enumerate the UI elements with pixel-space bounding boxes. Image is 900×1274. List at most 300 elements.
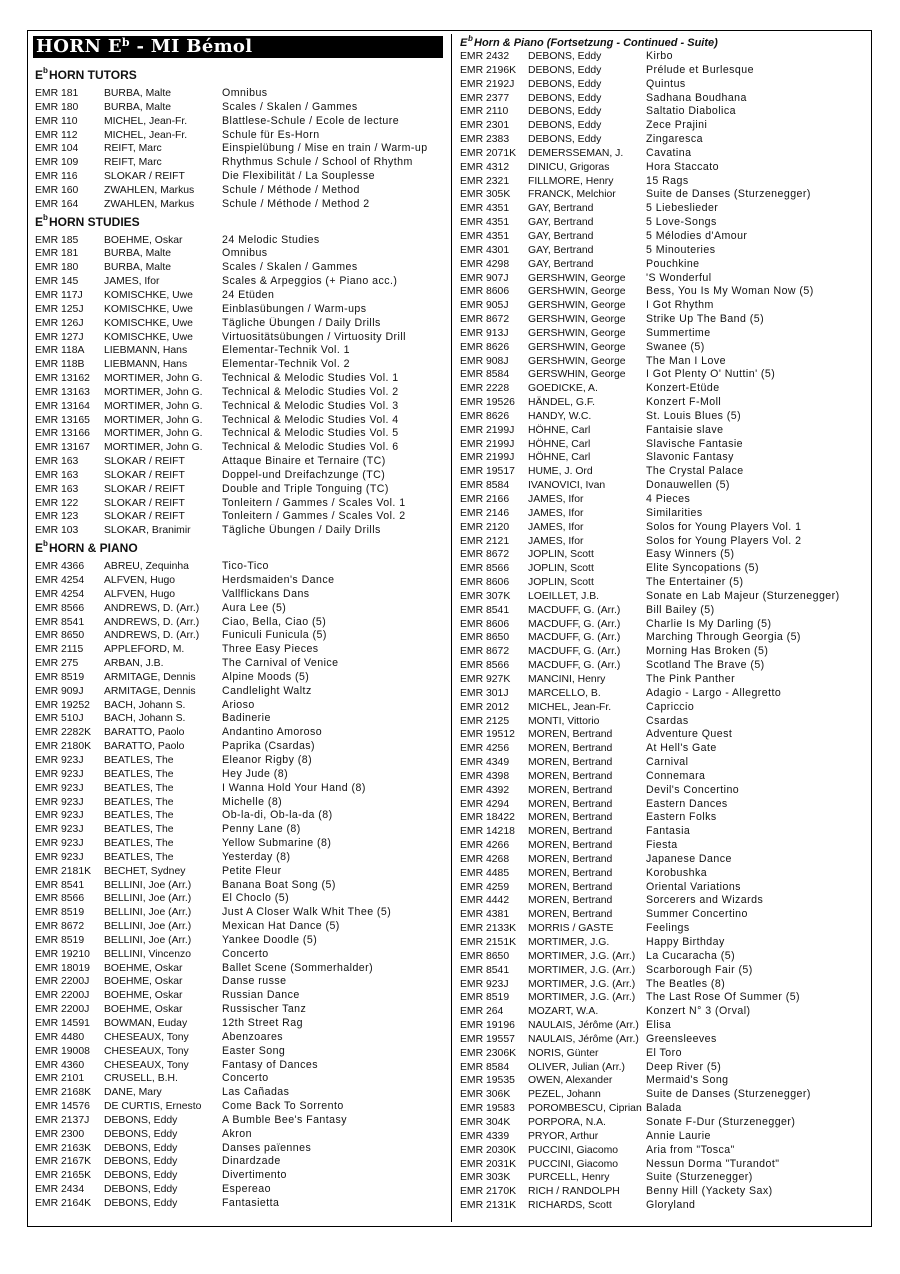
catalog-entry [460,798,870,812]
entry-title: Aura Lee (5) [222,601,287,614]
catalog-entry [460,438,870,452]
entry-code: EMR 8672 [460,314,510,326]
entry-code: EMR 2199J [460,438,515,450]
entry-code: EMR 2200J [35,1004,90,1016]
entry-code: EMR 4351 [460,203,510,215]
entry-code: EMR 8566 [460,563,510,575]
banner-rest: - MI Bémol [129,36,253,57]
entry-title: 24 Etüden [222,288,275,301]
entry-composer: GAY, Bertrand [528,230,594,242]
catalog-entry [460,701,870,715]
catalog-entry [460,64,870,78]
entry-title: 12th Street Rag [222,1017,303,1029]
catalog-banner [33,36,443,58]
entry-code: EMR 18019 [35,962,90,974]
entry-code: EMR 8626 [460,410,510,422]
catalog-entry [35,1114,445,1128]
entry-title: Eleanor Rigby (8) [222,753,313,766]
entry-composer: CHESEAUX, Tony [104,1059,189,1071]
entry-title: Feelings [646,922,690,935]
entry-composer: NORIS, Günter [528,1047,599,1059]
entry-code: EMR 8519 [35,934,85,946]
entry-composer: BEATLES, The [104,810,174,822]
entry-composer: DEBONS, Eddy [104,1114,178,1126]
entry-composer: DANE, Mary [104,1087,162,1099]
entry-code: EMR 8584 [460,1061,510,1073]
catalog-entry [460,1005,870,1019]
entry-title: The Beatles (8) [646,977,726,990]
entry-title: Three Easy Pieces [222,643,319,656]
e-flat-icon: E b [35,539,48,556]
entry-title: Konzert N° 3 (Orval) [646,1005,751,1018]
catalog-entry [460,50,870,64]
entry-code: EMR 8650 [460,632,510,644]
entry-code: EMR 180 [35,262,79,274]
catalog-entry [35,344,445,358]
catalog-entry [460,881,870,895]
entry-composer: DEBONS, Eddy [528,92,602,104]
catalog-entry [35,616,445,630]
catalog-entry [460,521,870,535]
entry-title: Badinerie [222,712,271,725]
entry-title: Sonate en Lab Majeur (Sturzenegger) [646,589,840,602]
entry-composer: GAY, Bertrand [528,244,594,256]
entry-composer: ANDREWS, D. (Arr.) [104,630,200,642]
entry-title: Michelle (8) [222,795,283,808]
entry-code: EMR 2031K [460,1158,517,1170]
catalog-entry [460,784,870,798]
catalog-entry [35,740,445,754]
entry-title: Slavische Fantasie [646,437,744,450]
entry-code: EMR 13163 [35,386,90,398]
entry-code: EMR 8519 [460,992,510,1004]
entry-code: EMR 2146 [460,507,510,519]
entry-code: EMR 118A [35,345,85,357]
entry-composer: MOREN, Bertrand [528,895,613,907]
catalog-entry [35,1128,445,1142]
entry-composer: PURCELL, Henry [528,1172,610,1184]
entry-title: Russian Dance [222,989,300,1002]
entry-composer: ANDREWS, D. (Arr.) [104,616,200,628]
section-heading-tutors: E b HORN TUTORS [35,66,137,82]
entry-title: The Last Rose Of Summer (5) [646,991,801,1004]
entry-title: Scarborough Fair (5) [646,963,753,976]
entry-code: EMR 905J [460,300,509,312]
entry-code: EMR 8626 [460,341,510,353]
entry-title: Charlie Is My Darling (5) [646,617,772,630]
entry-code: EMR 4351 [460,230,510,242]
catalog-entry [460,285,870,299]
entry-title: Scales / Skalen / Gammes [222,261,358,274]
entry-composer: MOREN, Bertrand [528,757,613,769]
entry-code: EMR 19526 [460,397,515,409]
catalog-entry [35,483,445,497]
entry-title: Petite Fleur [222,864,282,877]
entry-code: EMR 927K [460,673,511,685]
entry-composer: MOREN, Bertrand [528,743,613,755]
entry-composer: GERSHWIN, George [528,314,626,326]
entry-title: Las Cañadas [222,1086,290,1099]
entry-composer: MOREN, Bertrand [528,867,613,879]
entry-code: EMR 4294 [460,798,510,810]
catalog-entry [35,198,445,212]
entry-code: EMR 2200J [35,976,90,988]
entry-code: EMR 2125 [460,715,510,727]
entry-title: Fantasia [646,825,691,838]
entry-title: Tonleitern / Gammes / Scales Vol. 2 [222,510,406,523]
entry-code: EMR 2110 [460,106,509,118]
entry-code: EMR 4256 [460,743,510,755]
entry-title: 24 Melodic Studies [222,233,320,246]
entry-composer: HÖHNE, Carl [528,424,591,436]
entry-composer: KOMISCHKE, Uwe [104,303,193,315]
entry-code: EMR 19512 [460,729,515,741]
catalog-entry [460,825,870,839]
entry-composer: MICHEL, Jean-Fr. [104,129,188,141]
entry-code: EMR 264 [460,1006,504,1018]
entry-title: Mexican Hat Dance (5) [222,920,340,933]
entry-composer: JOPLIN, Scott [528,577,594,589]
catalog-entry [460,853,870,867]
entry-title: Double and Triple Tonguing (TC) [222,482,389,495]
catalog-entry [460,188,870,202]
entry-code: EMR 2137J [35,1114,90,1126]
entry-code: EMR 8606 [460,577,510,589]
entry-title: Technical & Melodic Studies Vol. 1 [222,372,399,385]
entry-code: EMR 923J [35,824,84,836]
entry-composer: BELLINI, Joe (Arr.) [104,893,192,905]
entry-title: 5 Minouteries [646,243,716,256]
entry-composer: MORTIMER, John G. [104,400,203,412]
entry-composer: MOREN, Bertrand [528,881,613,893]
entry-code: EMR 2200J [35,990,90,1002]
entry-code: EMR 4254 [35,588,85,600]
catalog-entry [35,657,445,671]
entry-composer: BURBA, Malte [104,88,171,99]
catalog-entry [35,184,445,198]
entry-code: EMR 109 [35,157,79,169]
entry-title: Carnival [646,756,689,769]
entry-title: Prélude et Burlesque [646,63,754,76]
entry-title: Eastern Dances [646,797,728,810]
entry-title: Akron [222,1127,252,1140]
entry-composer: JOPLIN, Scott [528,549,594,561]
entry-code: EMR 913J [460,327,509,339]
entry-title: Oriental Variations [646,880,741,893]
entry-code: EMR 13165 [35,414,90,426]
entry-title: 5 Mélodies d'Amour [646,229,748,242]
catalog-entry [460,590,870,604]
entry-composer: IVANOVICI, Ivan [528,480,606,492]
catalog-entry [35,524,445,538]
entry-code: EMR 2133K [460,923,517,935]
entry-code: EMR 185 [35,234,79,246]
catalog-entry [35,1183,445,1197]
entry-title: Yesterday (8) [222,850,291,863]
catalog-entry [35,1003,445,1017]
entry-code: EMR 164 [35,198,79,210]
entry-composer: DEBONS, Eddy [528,51,602,62]
entry-title: Omnibus [222,87,268,99]
entry-code: EMR 923J [35,851,84,863]
catalog-entry [35,865,445,879]
catalog-entry [460,78,870,92]
catalog-entry [35,317,445,331]
entry-composer: SLOKAR / REIFT [104,456,185,468]
catalog-entry [460,978,870,992]
entry-composer: BEATLES, The [104,768,174,780]
catalog-entry [460,133,870,147]
entry-code: EMR 305K [460,189,511,201]
entry-title: Cavatina [646,146,692,159]
entry-code: EMR 4298 [460,258,510,270]
entry-composer: MACDUFF, G. (Arr.) [528,646,621,658]
entry-title: Banana Boat Song (5) [222,878,336,891]
entry-title: Technical & Melodic Studies Vol. 5 [222,427,399,440]
entry-code: EMR 8566 [35,602,85,614]
entry-composer: BELLINI, Joe (Arr.) [104,921,192,933]
catalog-entry [460,1116,870,1130]
entry-title: Deep River (5) [646,1060,722,1073]
entry-code: EMR 19583 [460,1103,515,1115]
catalog-entry [35,1197,445,1211]
entry-composer: BELLINI, Vincenzo [104,948,192,960]
entry-code: EMR 510J [35,713,84,725]
catalog-entry [35,671,445,685]
catalog-entry [35,1100,445,1114]
catalog-entry [35,101,445,115]
catalog-entry [460,839,870,853]
entry-composer: CHESEAUX, Tony [104,1045,189,1057]
entry-title: Nessun Dorma "Turandot" [646,1157,780,1170]
catalog-entry [35,699,445,713]
entry-composer: GERSHWIN, George [528,286,626,298]
entry-composer: RICHARDS, Scott [528,1200,612,1212]
entry-code: EMR 2170K [460,1186,517,1198]
banner-main: HORN E [36,36,122,57]
entry-code: EMR 2300 [35,1128,85,1140]
entry-title: El Choclo (5) [222,892,290,905]
entry-code: EMR 923J [35,782,84,794]
entry-title: Similarities [646,506,703,519]
catalog-entry [35,372,445,386]
entry-code: EMR 923J [460,978,509,990]
catalog-entry [35,851,445,865]
catalog-entry [35,331,445,345]
entry-title: Elite Syncopations (5) [646,562,759,575]
entry-composer: OWEN, Alexander [528,1075,613,1087]
catalog-entry [460,659,870,673]
catalog-entry [35,275,445,289]
entry-title: Abenzoares [222,1030,284,1043]
catalog-entry [460,715,870,729]
catalog-entry [35,386,445,400]
entry-title: Fantaisie slave [646,423,724,436]
entry-code: EMR 275 [35,658,79,670]
entry-code: EMR 163 [35,456,79,468]
entry-code: EMR 301J [460,687,509,699]
catalog-entry [460,1088,870,1102]
catalog-entry [35,934,445,948]
entry-title: Scales & Arpeggios (+ Piano acc.) [222,275,398,288]
entry-title: Balada [646,1102,682,1115]
entry-code: EMR 2167K [35,1156,92,1168]
entry-code: EMR 13167 [35,442,90,454]
catalog-entry [460,410,870,424]
entry-code: EMR 126J [35,317,84,329]
entry-composer: BEATLES, The [104,796,174,808]
catalog-entry [35,989,445,1003]
entry-code: EMR 2012 [460,701,510,713]
entry-composer: DEBONS, Eddy [104,1170,178,1182]
entry-code: EMR 4381 [460,909,510,921]
entry-composer: DEBONS, Eddy [528,64,602,76]
entry-composer: APPLEFORD, M. [104,644,185,656]
catalog-entry [35,948,445,962]
entry-composer: CRUSELL, B.H. [104,1073,178,1085]
section-heading-studies: E b HORN STUDIES [35,212,140,229]
e-flat-icon: E b [35,66,48,82]
entry-title: Funiculi Funicula (5) [222,629,327,642]
entry-title: Scales / Skalen / Gammes [222,100,358,113]
entry-code: EMR 4349 [460,757,510,769]
entry-title: Kirbo [646,50,673,62]
entry-composer: REIFT, Marc [104,157,162,169]
entry-composer: ZWAHLEN, Markus [104,198,195,210]
entry-composer: BEATLES, The [104,824,174,836]
entry-title: Divertimento [222,1169,287,1182]
entry-composer: BEATLES, The [104,851,174,863]
entry-code: EMR 4339 [460,1130,510,1142]
entry-code: EMR 116 [35,171,78,183]
entry-composer: BECHET, Sydney [104,865,186,877]
entry-code: EMR 8584 [460,480,510,492]
entry-code: EMR 4360 [35,1059,85,1071]
entry-composer: BACH, Johann S. [104,699,186,711]
catalog-entry [460,175,870,189]
entry-composer: GAY, Bertrand [528,203,594,215]
catalog-entry [460,1102,870,1116]
entry-composer: MOREN, Bertrand [528,784,613,796]
entry-code: EMR 923J [35,810,84,822]
entry-code: EMR 8672 [35,921,85,933]
entry-composer: FRANCK, Melchior [528,189,616,201]
entry-composer: NAULAIS, Jérôme (Arr.) [528,1020,639,1032]
catalog-entry [460,618,870,632]
entry-title: Espereao [222,1183,271,1196]
catalog-entry [460,244,870,258]
entry-title: Fantasy of Dances [222,1058,318,1071]
entry-composer: FILLMORE, Henry [528,175,614,187]
entry-composer: MORTIMER, John G. [104,373,203,385]
entry-composer: MACDUFF, G. (Arr.) [528,632,621,644]
entry-title: Paprika (Csardas) [222,740,316,753]
entry-title: Suite de Danses (Sturzenegger) [646,188,811,201]
catalog-entry [35,247,445,261]
entry-code: EMR 2181K [35,865,92,877]
entry-title: Connemara [646,769,706,782]
catalog-entry [460,313,870,327]
entry-composer: MORTIMER, John G. [104,386,203,398]
entry-title: Concerto [222,947,269,960]
entry-composer: ABREU, Zequinha [104,561,189,573]
catalog-entry [35,156,445,170]
entry-code: EMR 8584 [460,369,510,381]
catalog-entry [35,261,445,275]
entry-title: Strike Up The Band (5) [646,313,765,326]
entry-title: I Got Plenty O' Nuttin' (5) [646,368,776,381]
entry-title: Tonleitern / Gammes / Scales Vol. 1 [222,496,406,509]
entry-composer: SLOKAR / REIFT [104,483,185,495]
entry-title: I Got Rhythm [646,299,714,312]
entry-composer: PRYOR, Arthur [528,1130,599,1142]
entry-code: EMR 2115 [35,644,84,656]
entry-title: Summertime [646,326,711,339]
entry-code: EMR 8566 [460,660,510,672]
entry-title: Candlelight Waltz [222,684,312,697]
entry-title: Japanese Dance [646,852,732,865]
entry-title: Pouchkine [646,257,700,270]
banner-flat: b [121,36,130,49]
entry-title: Summer Concertino [646,908,748,921]
entry-composer: REIFT, Marc [104,143,162,155]
catalog-entry [35,962,445,976]
entry-composer: GERSHWIN, George [528,300,626,312]
entry-code: EMR 4266 [460,840,510,852]
entry-code: EMR 13164 [35,400,90,412]
catalog-entry [460,258,870,272]
catalog-entry [460,465,870,479]
entry-composer: DE CURTIS, Ernesto [104,1101,202,1113]
entry-composer: MOREN, Bertrand [528,909,613,921]
catalog-entry [35,809,445,823]
entry-composer: GERSHWIN, George [528,327,626,339]
entry-code: EMR 125J [35,303,84,315]
entry-composer: LIEBMANN, Hans [104,359,188,371]
entry-code: EMR 8672 [460,646,510,658]
catalog-entry [35,754,445,768]
entry-code: EMR 306K [460,1089,511,1101]
catalog-entry [35,1155,445,1169]
catalog-entry [460,493,870,507]
tutors-list [35,87,445,212]
entry-code: EMR 104 [35,143,79,155]
catalog-entry [460,216,870,230]
entry-composer: MOZART, W.A. [528,1006,599,1018]
entry-title: El Toro [646,1046,682,1059]
catalog-entry [460,147,870,161]
entry-code: EMR 2199J [460,424,515,436]
catalog-entry [35,427,445,441]
entry-title: Elisa [646,1019,672,1032]
entry-composer: MOREN, Bertrand [528,840,613,852]
entry-composer: HÖHNE, Carl [528,438,591,450]
entry-composer: BURBA, Malte [104,248,171,260]
entry-title: Come Back To Sorrento [222,1100,344,1113]
section-heading-piano: E b HORN & PIANO [35,539,138,556]
entry-code: EMR 14218 [460,826,515,838]
catalog-entry [460,742,870,756]
entry-code: EMR 2432 [460,51,510,62]
entry-title: Korobushka [646,866,708,879]
entry-title: Annie Laurie [646,1129,711,1142]
entry-title: Easy Winners (5) [646,548,735,561]
entry-composer: MOREN, Bertrand [528,853,613,865]
entry-title: Arioso [222,698,255,711]
entry-composer: BURBA, Malte [104,101,171,113]
entry-code: EMR 2101 [35,1073,85,1085]
entry-code: EMR 2168K [35,1087,92,1099]
